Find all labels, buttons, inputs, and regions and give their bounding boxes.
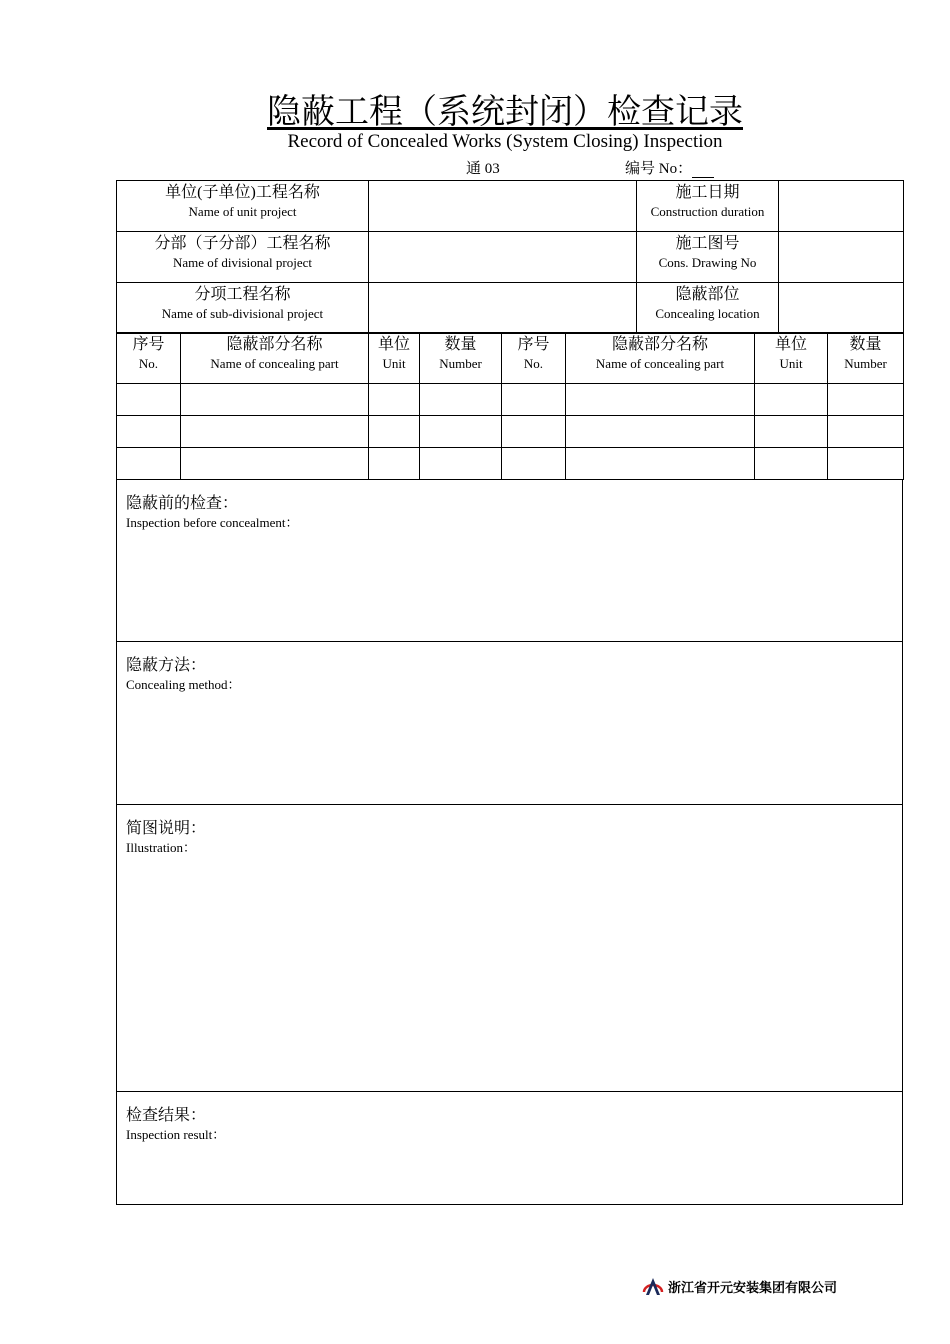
column-header: 单位 Unit: [369, 333, 420, 384]
table-cell[interactable]: [369, 384, 420, 416]
table-cell[interactable]: [828, 448, 904, 480]
column-header: 单位 Unit: [755, 333, 828, 384]
info-row: [117, 283, 904, 334]
table-cell[interactable]: [502, 384, 566, 416]
info-value-cell[interactable]: [369, 232, 637, 283]
table-header-row: [117, 333, 904, 384]
table-cell[interactable]: [117, 416, 181, 448]
table-cell[interactable]: [502, 416, 566, 448]
form-number: [625, 157, 714, 178]
company-logo-icon: [641, 1276, 665, 1296]
info-value-cell[interactable]: [369, 283, 637, 334]
table-cell[interactable]: [117, 384, 181, 416]
table-cell[interactable]: [420, 448, 502, 480]
section-inspection-result[interactable]: 检查结果： Inspection result：: [116, 1092, 903, 1205]
column-header: 序号 No.: [502, 333, 566, 384]
info-value-cell-2[interactable]: [779, 181, 904, 232]
table-cell[interactable]: [369, 448, 420, 480]
column-header: 隐蔽部分名称 Name of concealing part: [181, 333, 369, 384]
table-cell[interactable]: [181, 448, 369, 480]
info-label-2: 隐蔽部位 Concealing location: [637, 283, 779, 334]
info-row: [117, 232, 904, 283]
info-value-cell[interactable]: [369, 181, 637, 232]
number-label: 编号 No：: [625, 161, 693, 177]
column-header: 数量 Number: [420, 333, 502, 384]
info-value-cell-2[interactable]: [779, 232, 904, 283]
table-cell[interactable]: [420, 384, 502, 416]
table-cell[interactable]: [755, 416, 828, 448]
number-field[interactable]: [692, 163, 714, 178]
table-cell[interactable]: [755, 448, 828, 480]
info-label: 分部（子分部）工程名称 Name of divisional project: [117, 232, 369, 283]
table-cell[interactable]: [181, 416, 369, 448]
column-header: 序号 No.: [117, 333, 181, 384]
table-cell[interactable]: [117, 448, 181, 480]
info-value-cell-2[interactable]: [779, 283, 904, 334]
table-cell[interactable]: [755, 384, 828, 416]
page-title: 隐蔽工程（系统封闭）检查记录: [267, 92, 743, 132]
info-label-2: 施工图号 Cons. Drawing No: [637, 232, 779, 283]
table-cell[interactable]: [828, 416, 904, 448]
info-label-2: 施工日期 Construction duration: [637, 181, 779, 232]
table-cell[interactable]: [828, 384, 904, 416]
table-cell[interactable]: [181, 384, 369, 416]
table-cell[interactable]: [566, 416, 755, 448]
column-header: 数量 Number: [828, 333, 904, 384]
info-label: 单位(子单位)工程名称 Name of unit project: [117, 181, 369, 232]
section-concealing-method[interactable]: 隐蔽方法： Concealing method：: [116, 642, 903, 805]
table-cell[interactable]: [502, 448, 566, 480]
footer-company: 浙江省开元安装集团有限公司: [641, 1276, 837, 1296]
table-row: [117, 448, 904, 480]
table-cell[interactable]: [369, 416, 420, 448]
section-illustration[interactable]: 简图说明： Illustration：: [116, 805, 903, 1092]
concealed-parts-table: [116, 332, 904, 480]
table-cell[interactable]: [420, 416, 502, 448]
page-subtitle: Record of Concealed Works (System Closing) Inspection: [287, 131, 723, 152]
section-inspection-before[interactable]: 隐蔽前的检查： Inspection before concealment：: [116, 480, 903, 642]
table-cell[interactable]: [566, 384, 755, 416]
table-row: [117, 384, 904, 416]
info-row: [117, 181, 904, 232]
form-code: 通 03: [466, 161, 500, 177]
table-cell[interactable]: [566, 448, 755, 480]
project-info-table: [116, 180, 904, 334]
column-header: 隐蔽部分名称 Name of concealing part: [566, 333, 755, 384]
info-label: 分项工程名称 Name of sub-divisional project: [117, 283, 369, 334]
table-row: [117, 416, 904, 448]
